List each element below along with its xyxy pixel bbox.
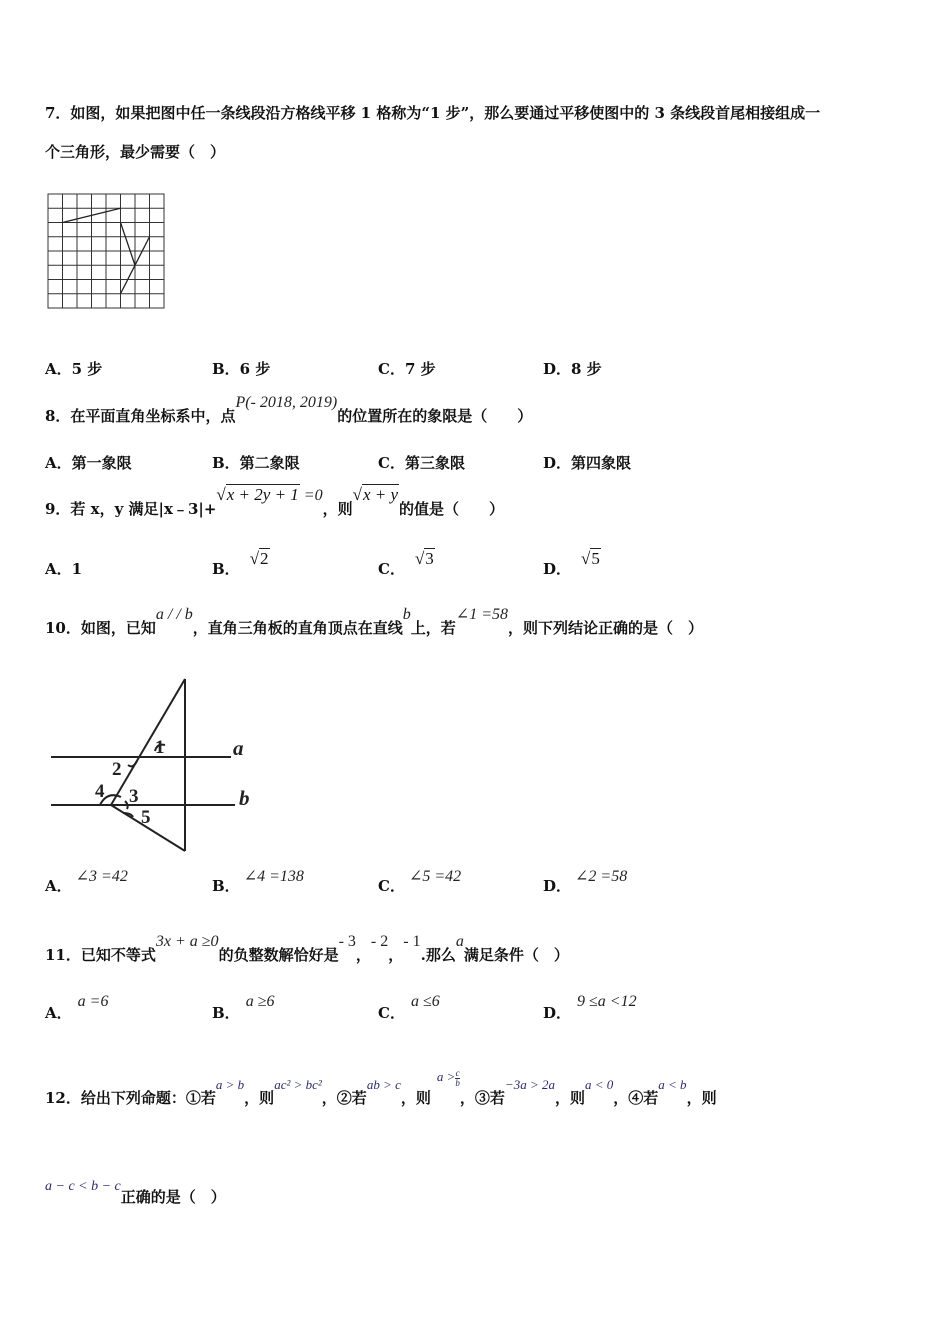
- q12-math-6: a < 0: [584, 1077, 614, 1092]
- q10-option-a[interactable]: [45, 868, 128, 896]
- q8-option-b[interactable]: B．第二象限: [212, 454, 300, 472]
- q9-option-b[interactable]: [212, 548, 270, 578]
- grid-lines: [48, 194, 164, 308]
- q7-option-a[interactable]: A．5 步: [45, 360, 103, 378]
- q7-option-c[interactable]: C．7 步: [378, 360, 436, 378]
- q11-option-c-value: a ≤6: [410, 993, 440, 1010]
- q11-option-d-value: 9 ≤a <12: [577, 993, 637, 1010]
- q9-option-c[interactable]: [378, 548, 435, 578]
- q9-sqrt-1: √x + 2y + 1: [216, 485, 299, 504]
- q10-option-b-value: ∠4 =138: [243, 868, 304, 885]
- label-2: 2: [112, 759, 122, 780]
- q9-option-a[interactable]: [45, 558, 82, 579]
- label-5: 5: [141, 807, 151, 828]
- q12-text-5: ，则: [554, 1089, 585, 1107]
- q10-option-a-label: A．: [45, 877, 72, 895]
- q12-text-6: ，④若: [613, 1089, 659, 1107]
- q8-option-c[interactable]: C．第三象限: [378, 454, 465, 472]
- q12-math-1: a > b: [215, 1077, 245, 1092]
- q11-option-b[interactable]: [212, 993, 275, 1023]
- q10-parallel-math: a / / b: [155, 606, 193, 623]
- q11-option-a[interactable]: [45, 993, 109, 1023]
- q9-option-c-label: C．: [378, 560, 405, 578]
- q12-stem-line2: [45, 1179, 226, 1207]
- q10-mid2: 上，若: [410, 619, 456, 637]
- q9-option-d[interactable]: [543, 548, 601, 578]
- label-4: 4: [95, 781, 105, 802]
- q7-option-d[interactable]: D．8 步: [543, 360, 602, 378]
- q7-option-b[interactable]: B．6 步: [212, 360, 271, 378]
- q11-prefix: 11．已知不等式: [45, 946, 156, 964]
- q12-stem-line1: [45, 1067, 717, 1110]
- q11-value-2: - 2: [370, 933, 389, 950]
- q10-stem: [45, 606, 704, 638]
- label-b: b: [239, 786, 250, 810]
- label-1: 1: [155, 737, 165, 758]
- triangle-hyp: [111, 679, 185, 805]
- q10-option-b[interactable]: [212, 868, 304, 896]
- q10-angle-math: ∠1 =58: [455, 606, 508, 623]
- q8-prefix: 8．在平面直角坐标系中，点: [45, 407, 236, 425]
- q11-inequality-math: 3x + a ≥0: [155, 933, 219, 950]
- q8-suffix: 的位置所在的象限是（ ）: [337, 407, 533, 425]
- q11-value-3: - 1: [403, 933, 421, 950]
- q9-option-d-label: D．: [543, 560, 572, 578]
- q11-a-math: a: [455, 933, 464, 950]
- q11-mid2: .那么: [420, 946, 456, 964]
- q12-text-1: ，则: [244, 1089, 275, 1107]
- q11-option-b-value: a ≥6: [245, 993, 275, 1010]
- q10-mid1: ，直角三角板的直角顶点在直线: [192, 619, 403, 637]
- q11-mid1: 的负整数解恰好是: [218, 946, 339, 964]
- q10-prefix: 10．如图，已知: [45, 619, 156, 637]
- q12-line2-math: a − c < b − c: [45, 1179, 121, 1194]
- q9-option-a-value: 1: [71, 560, 83, 578]
- label-a: a: [233, 736, 244, 760]
- q9-option-b-label: B．: [212, 560, 240, 578]
- q11-option-b-label: B．: [212, 1004, 240, 1022]
- q12-math-3: ab > c: [366, 1077, 401, 1092]
- q12-fraction: $\frac{c}{b}$: [455, 1067, 460, 1088]
- q10-suffix: ，则下列结论正确的是（ ）: [508, 619, 704, 637]
- q10-option-a-value: ∠3 =42: [75, 868, 128, 885]
- q12-text-7: ，则: [686, 1089, 717, 1107]
- q9-option-a-label: A．: [45, 560, 72, 578]
- q9-prefix: 9．若 x，y 满足|x﹣3|+: [45, 500, 217, 518]
- q9-option-d-sqrt: √5: [581, 549, 600, 568]
- q8-option-d[interactable]: D．第四象限: [543, 454, 632, 472]
- q7-stem-line1: 7．如图，如果把图中任一条线段沿方格线平移 1 格称为“1 步”，那么要通过平移使图中的 3 条线段首尾相接组成一: [45, 104, 821, 122]
- q10-figure: [45, 673, 270, 855]
- q8-option-a[interactable]: A．第一象限: [45, 454, 132, 472]
- q10-option-c-value: ∠5 =42: [408, 868, 462, 885]
- q12-prefix: 12．给出下列命题：①若: [45, 1089, 216, 1107]
- q10-option-d-value: ∠2 =58: [575, 868, 628, 885]
- q10-option-b-label: B．: [212, 877, 240, 895]
- q12-math-5: −3a > 2a: [504, 1077, 555, 1092]
- q12-text-3: ，则: [400, 1089, 431, 1107]
- q9-option-c-sqrt: √3: [414, 549, 434, 568]
- angle-arc-2: [128, 761, 137, 766]
- q11-suffix: 满足条件（ ）: [463, 946, 569, 964]
- q10-line-b-math: b: [402, 606, 411, 623]
- q11-comma-1: ，: [355, 946, 371, 964]
- q7-stem-line2: 个三角形，最少需要（ ）: [45, 143, 226, 161]
- label-3: 3: [129, 786, 139, 807]
- q12-math-7: a < b: [658, 1077, 687, 1092]
- q9-mid: ，则: [322, 500, 353, 518]
- q12-math-2: ac² > bc²: [274, 1077, 322, 1092]
- q8-stem: [45, 394, 533, 426]
- q10-option-d[interactable]: [543, 868, 628, 896]
- q9-option-b-sqrt: √2: [249, 549, 269, 568]
- q12-line2-text: 正确的是（ ）: [120, 1188, 226, 1206]
- q11-option-d[interactable]: [543, 993, 637, 1023]
- q11-option-c-label: C．: [378, 1004, 405, 1022]
- q9-stem: [45, 485, 505, 519]
- q11-option-a-label: A．: [45, 1004, 72, 1022]
- segment-2: [121, 223, 136, 266]
- q12-text-2: ，②若: [321, 1089, 367, 1107]
- q12-math-4: a > $\frac{c}{b}$: [436, 1067, 460, 1088]
- q10-option-c[interactable]: [378, 868, 462, 896]
- q10-option-c-label: C．: [378, 877, 405, 895]
- q7-grid-figure: [47, 193, 167, 311]
- q11-comma-2: ，: [388, 946, 404, 964]
- q8-point-math: P(- 2018, 2019): [235, 394, 338, 411]
- q11-value-1: - 3: [338, 933, 356, 950]
- q9-eq: =0: [299, 487, 323, 504]
- q10-option-d-label: D．: [543, 877, 572, 895]
- q11-stem: [45, 933, 569, 965]
- q12-text-4: ，③若: [459, 1089, 505, 1107]
- q11-option-d-label: D．: [543, 1004, 572, 1022]
- q9-suffix: 的值是（ ）: [399, 500, 505, 518]
- q9-sqrt-2: √x + y: [352, 485, 399, 504]
- q11-option-c[interactable]: [378, 993, 440, 1023]
- q11-option-a-value: a =6: [77, 993, 109, 1010]
